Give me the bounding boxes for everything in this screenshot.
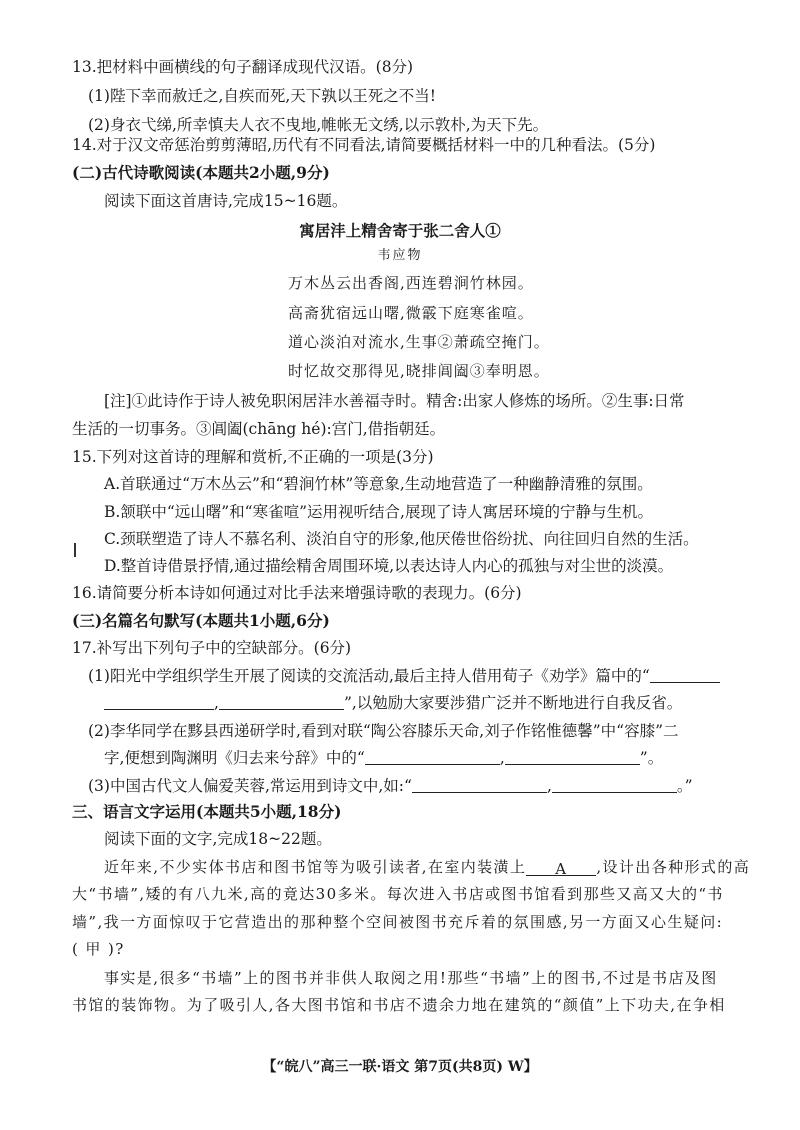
blank-a[interactable]: A <box>526 857 596 876</box>
fill-blank-2b[interactable] <box>505 748 640 765</box>
q13-sentence-1: (1)陛下幸而赦迁之,自疾而死,天下孰以王死之不当! <box>88 87 437 105</box>
margin-mark <box>74 543 76 557</box>
passage-p2-line-2: 书馆的装饰物。为了吸引人,各大图书馆和书店不遗余力地在建筑的“颜值”上下功夫,在争相 <box>72 996 726 1014</box>
q17-stem: 17.补写出下列句子中的空缺部分。(6分) <box>72 639 352 657</box>
fill-blank-3b[interactable] <box>552 776 677 793</box>
q13-sentence-2: (2)身衣弋绨,所幸慎夫人衣不曳地,帷帐无文绣,以示敦朴,为天下先。 <box>88 116 549 134</box>
poem-line-1: 万木丛云出香阁,西连碧涧竹林园。 <box>288 274 534 292</box>
poem-line-2: 高斋犹宿远山曙,微霰下庭寒雀喧。 <box>288 304 534 322</box>
language-section-heading: 三、语言文字运用(本题共5小题,18分) <box>72 802 342 821</box>
poem-intro: 阅读下面这首唐诗,完成15~16题。 <box>104 192 348 210</box>
poem-line-4: 时忆故交那得见,晓排阊阖③奉明恩。 <box>288 362 550 380</box>
recite-section-heading: (三)名篇名句默写(本题共1小题,6分) <box>72 611 330 630</box>
poem-line-3: 道心淡泊对流水,生事②萧疏空掩门。 <box>288 333 550 351</box>
passage-p1-line-4: ( 甲 )? <box>72 940 125 958</box>
passage-p1-line-3: 墙”,我一方面惊叹于它营造出的那种整个空间被图书充斥着的氛围感,另一方面又心生疑问: <box>72 913 724 931</box>
fill-blank-1c[interactable] <box>219 693 344 710</box>
q15-option-d: D.整首诗借景抒情,通过描绘精舍周围环境,以表达诗人内心的孤独与对尘世的淡漠。 <box>104 557 674 575</box>
q15-option-c: C.颈联塑造了诗人不慕名利、淡泊自守的形象,他厌倦世俗纷扰、向往回归自然的生活。 <box>104 530 699 548</box>
q17-item-2-line-2: 字,便想到陶渊明《归去来兮辞》中的“ , ”。 <box>104 749 664 767</box>
passage-p1-line-1: 近年来,不少实体书店和图书馆等为吸引读者,在室内装潢上 A ,设计出各种形式的高 <box>104 858 751 878</box>
fill-blank-3a[interactable] <box>412 776 547 793</box>
q13-stem: 13.把材料中画横线的句子翻译成现代汉语。(8分) <box>72 58 414 76</box>
poem-title: 寓居沣上精舍寄于张二舍人① <box>299 221 501 240</box>
fill-blank-1a[interactable] <box>650 666 720 683</box>
language-intro: 阅读下面的文字,完成18~22题。 <box>104 830 332 848</box>
passage-p1-line-2: 大“书墙”,矮的有八九米,高的竟达30多米。每次进入书店或图书馆看到那些又高又大的“书 <box>72 885 724 903</box>
q14-stem: 14.对于汉文帝惩治剪剪薄昭,历代有不同看法,请简要概括材料一中的几种看法。(5分) <box>72 136 656 154</box>
page-footer: 【“皖八”高三一联·语文 第7页(共8页) W】 <box>262 1059 538 1075</box>
q17-item-1-line-2: , ”,以勉励大家要涉猎广泛并不断地进行自我反省。 <box>104 691 720 715</box>
passage-p2-line-1: 事实是,很多“书墙”上的图书并非供人取阅之用!那些“书墙”上的图书,不过是书店及图 <box>104 969 718 987</box>
q17-item-2-line-1: (2)李华同学在黟县西递研学时,看到对联“陶公容膝乐天命,刘子作铭惟德馨”中“容膝”二 <box>88 722 679 740</box>
poem-note-2: 生活的一切事务。③阊阖(chāng hé):宫门,借指朝廷。 <box>72 420 446 438</box>
fill-blank-1b[interactable] <box>104 693 214 710</box>
q16-stem: 16.请简要分析本诗如何通过对比手法来增强诗歌的表现力。(6分) <box>72 584 522 602</box>
fill-blank-2a[interactable] <box>365 748 500 765</box>
poem-author: 韦应物 <box>377 248 423 263</box>
poem-note-1: [注]①此诗作于诗人被免职闲居沣水善福寺时。精舍:出家人修炼的场所。②生事:日常 <box>104 392 685 410</box>
poem-section-heading: (二)古代诗歌阅读(本题共2小题,9分) <box>72 163 330 182</box>
q15-option-b: B.颔联中“远山曙”和“寒雀喧”运用视听结合,展现了诗人寓居环境的宁静与生机。 <box>104 503 653 521</box>
q17-item-3: (3)中国古代文人偏爱芙蓉,常运用到诗文中,如:“ , 。” <box>88 777 693 795</box>
q15-stem: 15.下列对这首诗的理解和赏析,不正确的一项是(3分) <box>72 448 434 466</box>
q17-item-1-line-1: (1)阳光中学组织学生开展了阅读的交流活动,最后主持人借用荀子《劝学》篇中的“ <box>88 664 720 688</box>
q15-option-a: A.首联通过“万木丛云”和“碧涧竹林”等意象,生动地营造了一种幽静清雅的氛围。 <box>104 475 653 493</box>
